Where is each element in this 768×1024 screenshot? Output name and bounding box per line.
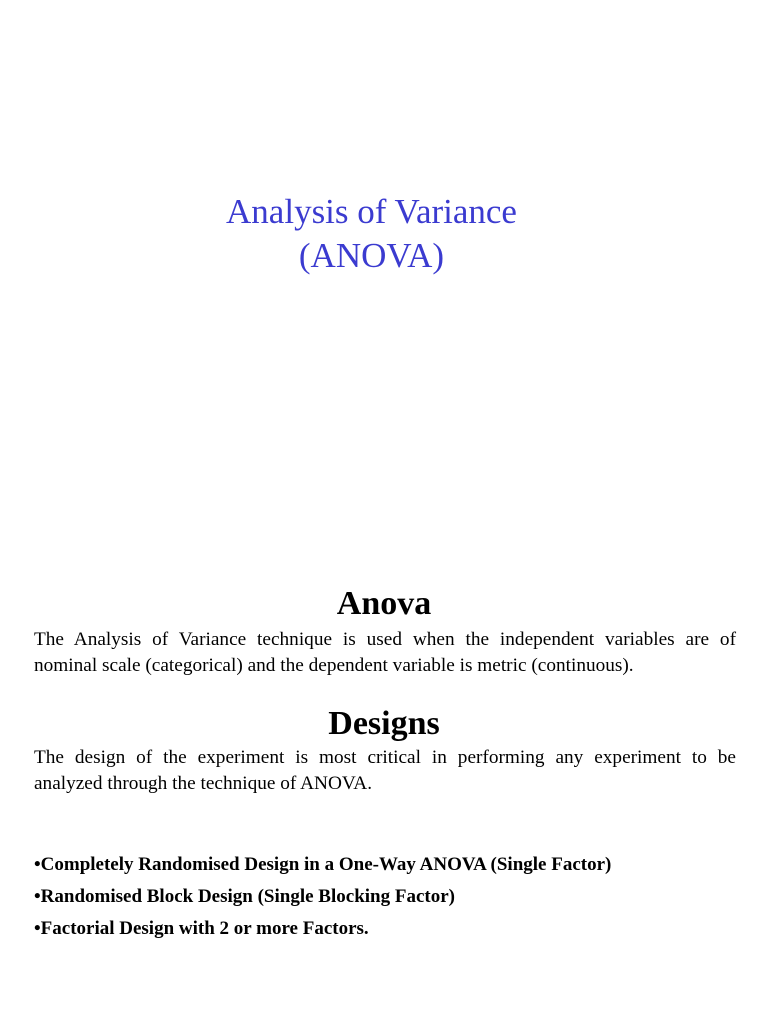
- anova-heading: Anova: [336, 585, 432, 622]
- slide-title-line-1: Analysis of Variance: [226, 192, 517, 231]
- anova-paragraph-line-1: The Analysis of Variance technique is used when the independent variables are of: [34, 629, 736, 650]
- designs-heading: Designs: [328, 705, 440, 742]
- designs-paragraph-line-1: The design of the experiment is most critical in performing any experiment to be: [34, 747, 736, 768]
- designs-paragraph-line-2: analyzed through the technique of ANOVA.: [34, 773, 373, 794]
- slide-title: [0, 190, 743, 278]
- anova-paragraph: [34, 627, 736, 679]
- design-types-list: [34, 849, 754, 945]
- anova-paragraph-line-2: nominal scale (categorical) and the dependent variable is metric (continuous).: [34, 655, 634, 676]
- slide-title-line-2: (ANOVA): [298, 236, 445, 275]
- designs-paragraph: [34, 745, 736, 797]
- list-item: •Factorial Design with 2 or more Factors.: [34, 918, 369, 939]
- list-item: •Randomised Block Design (Single Blocking Factor): [34, 886, 455, 907]
- list-item: •Completely Randomised Design in a One-Way ANOVA (Single Factor): [34, 854, 612, 875]
